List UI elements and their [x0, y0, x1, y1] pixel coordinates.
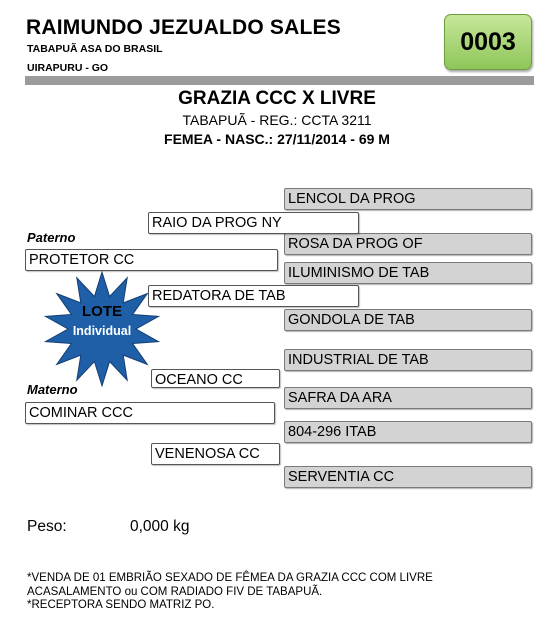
paternal-label: Paterno [27, 230, 76, 245]
badge-line2: Individual [72, 324, 132, 338]
weight-label: Peso: [27, 518, 67, 535]
great-grandparent-7: 804-296 ITAB [284, 421, 532, 443]
maternal-label: Materno [27, 382, 78, 397]
breed-registration: TABAPUÃ - REG.: CCTA 3211 [182, 112, 372, 128]
sex-birth-age: FEMEA - NASC.: 27/11/2014 - 69 M [164, 131, 390, 147]
sale-notes [27, 572, 433, 613]
city-name: UIRAPURU - GO [27, 62, 109, 74]
great-grandparent-6: SAFRA DA ARA [284, 387, 532, 409]
lot-number-badge: 0003 [444, 14, 532, 70]
maternal-granddam: VENENOSA CC [151, 443, 280, 465]
paternal-granddam: REDATORA DE TAB [148, 285, 359, 307]
maternal-grandsire: OCEANO CC [151, 369, 280, 388]
animal-name: GRAZIA CCC X LIVRE [178, 88, 376, 109]
note-line-2: ACASALAMENTO ou COM RADIADO FIV DE TABAPUÃ. [27, 585, 323, 598]
header-divider [25, 76, 534, 85]
great-grandparent-1: LENCOL DA PROG [284, 188, 532, 210]
badge-line1: LOTE [82, 303, 122, 320]
farm-name: TABAPUÃ ASA DO BRASIL [27, 43, 163, 55]
lot-individual-badge [40, 270, 164, 388]
great-grandparent-2: ROSA DA PROG OF [284, 233, 532, 255]
weight-value: 0,000 kg [130, 518, 190, 535]
note-line-1: *VENDA DE 01 EMBRIÃO SEXADO DE FÊMEA DA GRAZIA CCC COM LIVRE [27, 572, 433, 584]
paternal-grandsire: RAIO DA PROG NY [148, 212, 359, 234]
great-grandparent-5: INDUSTRIAL DE TAB [284, 349, 532, 371]
dam-box: COMINAR CCC [25, 402, 275, 424]
great-grandparent-4: GONDOLA DE TAB [284, 309, 532, 331]
note-line-3: *RECEPTORA SENDO MATRIZ PO. [27, 599, 215, 611]
owner-name: RAIMUNDO JEZUALDO SALES [26, 16, 341, 39]
sire-box: PROTETOR CC [25, 249, 278, 271]
great-grandparent-8: SERVENTIA CC [284, 466, 532, 488]
great-grandparent-3: ILUMINISMO DE TAB [284, 262, 532, 284]
